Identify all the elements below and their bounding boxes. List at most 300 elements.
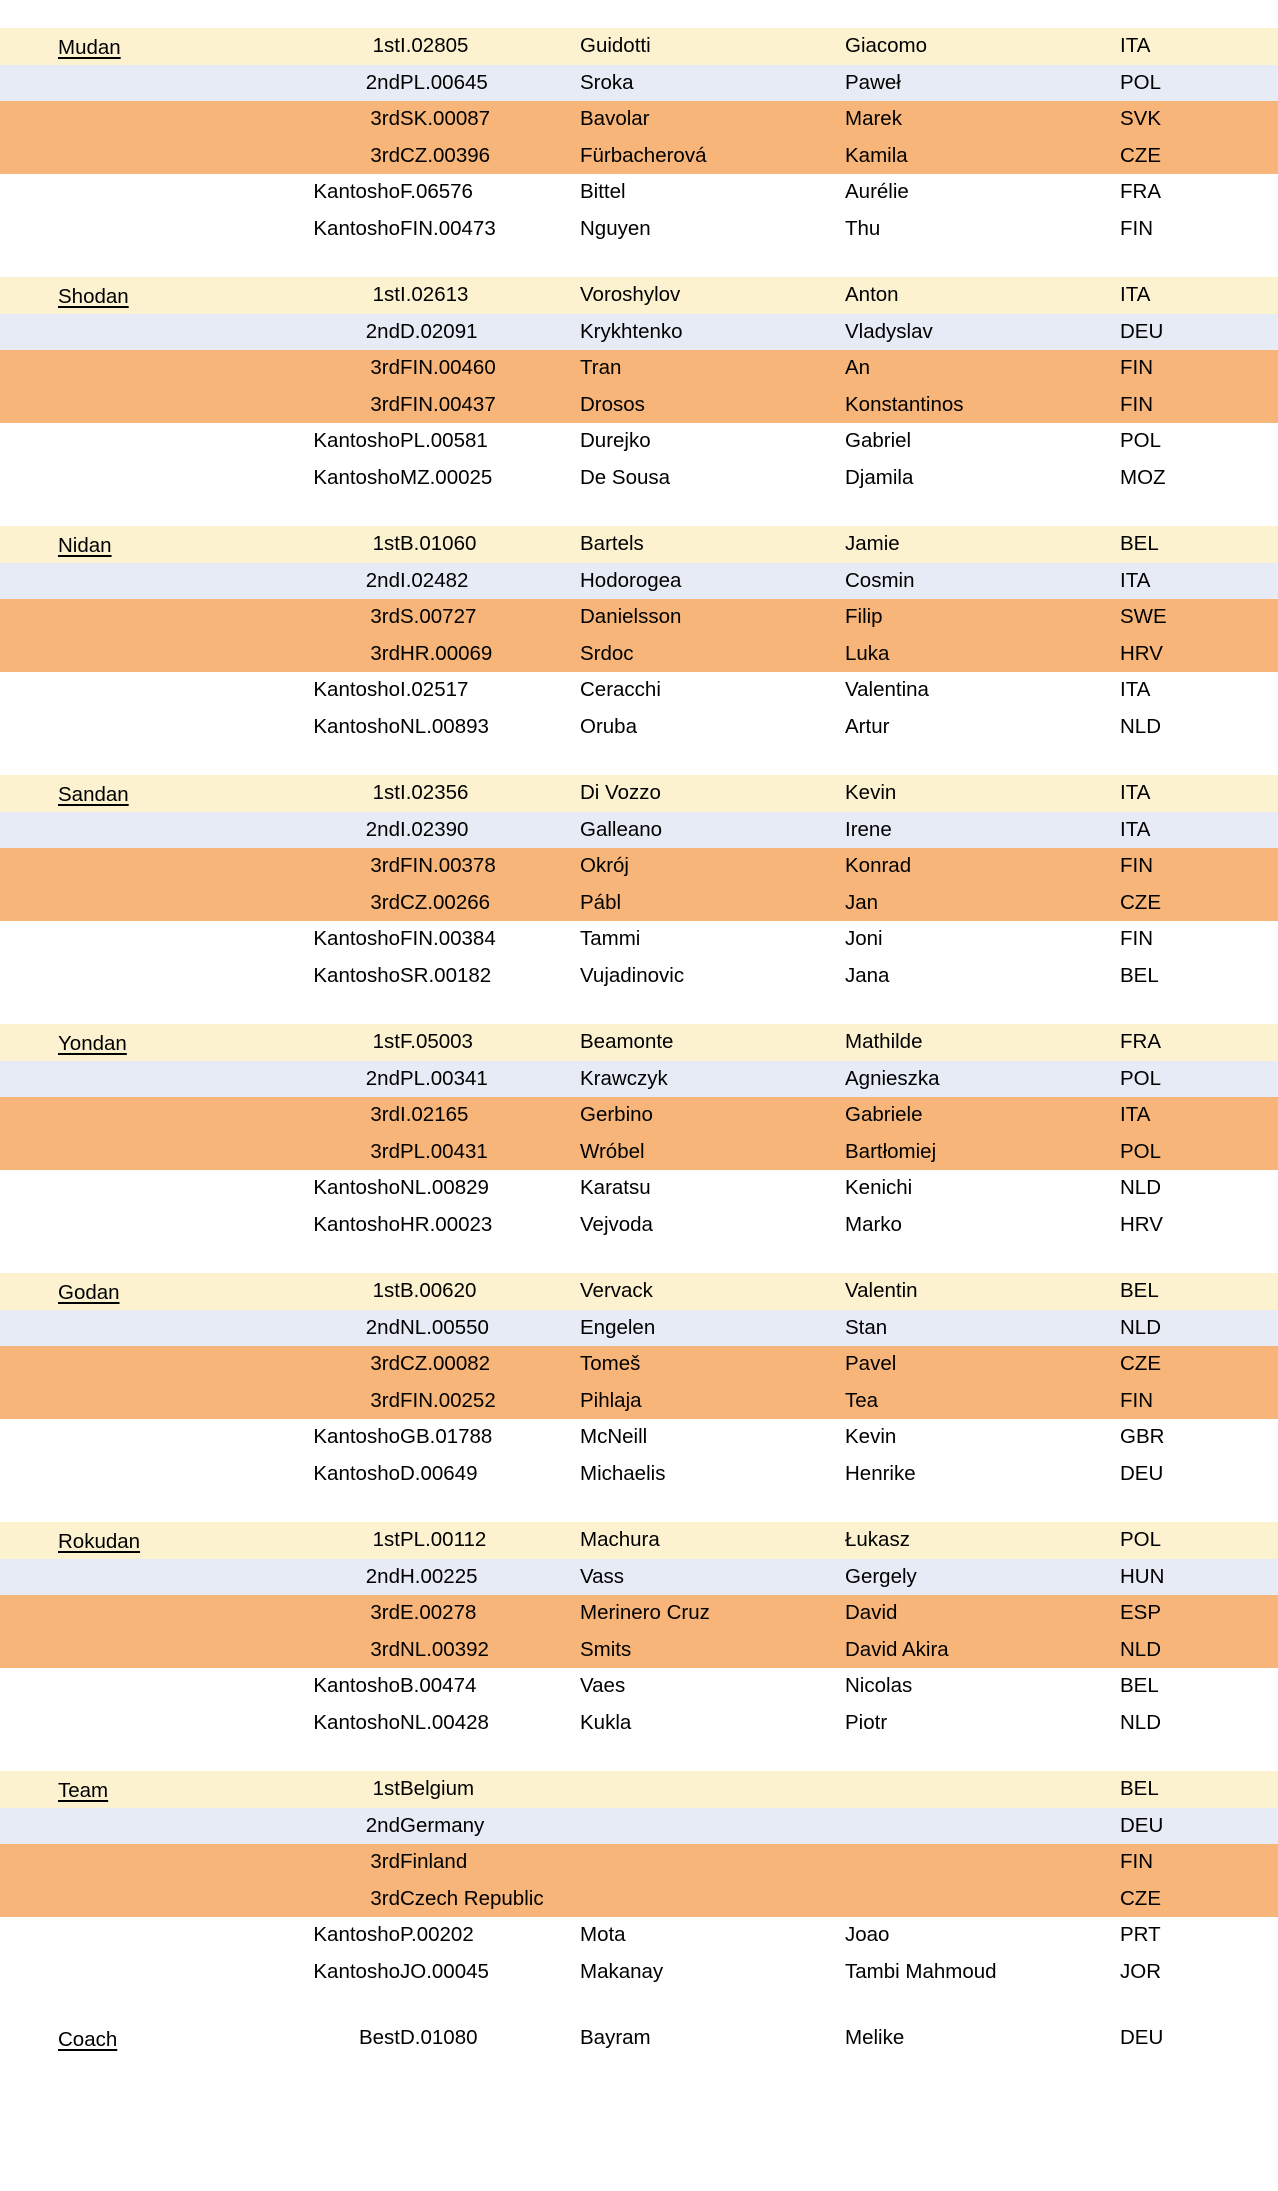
firstname-cell: Joao	[845, 1917, 1120, 1954]
country-cell: FIN	[1120, 848, 1278, 885]
country-cell: BEL	[1120, 1273, 1278, 1310]
results-table	[0, 1273, 1278, 1492]
id-cell: GB.01788	[400, 1419, 580, 1456]
rank-cell: 3rd	[0, 1134, 400, 1171]
table-row	[0, 1632, 1278, 1669]
country-cell: BEL	[1120, 1668, 1278, 1705]
id-cell: PL.00112	[400, 1522, 580, 1559]
id-cell: F.05003	[400, 1024, 580, 1061]
id-cell: JO.00045	[400, 1954, 580, 1991]
rank-cell: 2nd	[0, 1808, 400, 1845]
lastname-cell: Vaes	[580, 1668, 845, 1705]
country-cell: NLD	[1120, 1310, 1278, 1347]
table-row	[0, 1383, 1278, 1420]
lastname-cell: Bittel	[580, 174, 845, 211]
lastname-cell: Ceracchi	[580, 672, 845, 709]
country-cell: CZE	[1120, 1346, 1278, 1383]
lastname-cell: Gerbino	[580, 1097, 845, 1134]
firstname-cell: Vladyslav	[845, 314, 1120, 351]
lastname-cell: Tomeš	[580, 1346, 845, 1383]
id-cell: HR.00069	[400, 636, 580, 673]
lastname-cell	[580, 1881, 845, 1918]
lastname-cell: Hodorogea	[580, 563, 845, 600]
results-table	[0, 28, 1278, 247]
table-row	[0, 1310, 1278, 1347]
section-label: Rokudan	[58, 1530, 141, 1553]
firstname-cell: Gabriel	[845, 423, 1120, 460]
table-row	[0, 921, 1278, 958]
firstname-cell	[845, 1844, 1120, 1881]
table-row	[0, 1061, 1278, 1098]
id-cell: CZ.00266	[400, 885, 580, 922]
firstname-cell: Mathilde	[845, 1024, 1120, 1061]
id-cell: Finland	[400, 1844, 580, 1881]
lastname-cell: Engelen	[580, 1310, 845, 1347]
rank-cell: Kantosho	[0, 1917, 400, 1954]
results-table	[0, 277, 1278, 496]
rank-cell: Kantosho	[0, 1954, 400, 1991]
firstname-cell: Aurélie	[845, 174, 1120, 211]
table-row	[0, 387, 1278, 424]
firstname-cell: Joni	[845, 921, 1120, 958]
rank-cell: 1st	[0, 1024, 400, 1061]
lastname-cell: Tran	[580, 350, 845, 387]
table-row	[0, 1808, 1278, 1845]
country-cell: DEU	[1120, 1456, 1278, 1493]
table-row	[0, 1954, 1278, 1991]
table-row	[0, 599, 1278, 636]
lastname-cell: Oruba	[580, 709, 845, 746]
country-cell: FIN	[1120, 921, 1278, 958]
id-cell: FIN.00460	[400, 350, 580, 387]
lastname-cell: Galleano	[580, 812, 845, 849]
country-cell: FIN	[1120, 1844, 1278, 1881]
id-cell: I.02390	[400, 812, 580, 849]
firstname-cell: Kevin	[845, 1419, 1120, 1456]
lastname-cell: Okrój	[580, 848, 845, 885]
lastname-cell: Kukla	[580, 1705, 845, 1742]
firstname-cell: Valentin	[845, 1273, 1120, 1310]
country-cell: CZE	[1120, 885, 1278, 922]
id-cell: NL.00550	[400, 1310, 580, 1347]
country-cell: ITA	[1120, 28, 1278, 65]
country-cell: POL	[1120, 1522, 1278, 1559]
country-cell: FRA	[1120, 174, 1278, 211]
lastname-cell: Bavolar	[580, 101, 845, 138]
table-row	[0, 1024, 1278, 1061]
rank-cell: 2nd	[0, 314, 400, 351]
country-cell: NLD	[1120, 709, 1278, 746]
firstname-cell	[845, 1771, 1120, 1808]
firstname-cell: Luka	[845, 636, 1120, 673]
id-cell: FIN.00437	[400, 387, 580, 424]
rank-section	[0, 775, 1278, 994]
table-row	[0, 28, 1278, 65]
table-row	[0, 350, 1278, 387]
section-label: Yondan	[58, 1032, 127, 1055]
rank-cell: 3rd	[0, 1383, 400, 1420]
id-cell: FIN.00252	[400, 1383, 580, 1420]
lastname-cell: De Sousa	[580, 460, 845, 497]
lastname-cell: Merinero Cruz	[580, 1595, 845, 1632]
lastname-cell	[580, 1771, 845, 1808]
lastname-cell: Pábl	[580, 885, 845, 922]
lastname-cell: Durejko	[580, 423, 845, 460]
country-cell: GBR	[1120, 1419, 1278, 1456]
section-label: Coach	[58, 2028, 118, 2051]
id-cell: B.00620	[400, 1273, 580, 1310]
lastname-cell: Vervack	[580, 1273, 845, 1310]
firstname-cell: An	[845, 350, 1120, 387]
country-cell: NLD	[1120, 1705, 1278, 1742]
rank-section	[0, 1273, 1278, 1492]
firstname-cell: Gergely	[845, 1559, 1120, 1596]
table-row	[0, 211, 1278, 248]
table-row	[0, 885, 1278, 922]
firstname-cell: Artur	[845, 709, 1120, 746]
firstname-cell: Jana	[845, 958, 1120, 995]
rank-cell: 3rd	[0, 1881, 400, 1918]
country-cell: NLD	[1120, 1170, 1278, 1207]
rank-section	[0, 526, 1278, 745]
lastname-cell: Makanay	[580, 1954, 845, 1991]
firstname-cell: David Akira	[845, 1632, 1120, 1669]
id-cell: I.02517	[400, 672, 580, 709]
id-cell: FIN.00384	[400, 921, 580, 958]
table-row	[0, 1668, 1278, 1705]
id-cell: I.02165	[400, 1097, 580, 1134]
rank-cell: Kantosho	[0, 1419, 400, 1456]
rank-cell: 3rd	[0, 1844, 400, 1881]
country-cell: ITA	[1120, 563, 1278, 600]
firstname-cell: Tea	[845, 1383, 1120, 1420]
rank-cell: Kantosho	[0, 1170, 400, 1207]
rank-cell: 3rd	[0, 1097, 400, 1134]
country-cell: POL	[1120, 423, 1278, 460]
table-row	[0, 1844, 1278, 1881]
firstname-cell	[845, 1881, 1120, 1918]
rank-cell: 2nd	[0, 65, 400, 102]
table-row	[0, 1559, 1278, 1596]
results-table	[0, 775, 1278, 994]
country-cell: ITA	[1120, 672, 1278, 709]
country-cell: FIN	[1120, 211, 1278, 248]
id-cell: Czech Republic	[400, 1881, 580, 1918]
lastname-cell: Krawczyk	[580, 1061, 845, 1098]
rank-cell: 1st	[0, 28, 400, 65]
firstname-cell: Jan	[845, 885, 1120, 922]
lastname-cell: Sroka	[580, 65, 845, 102]
country-cell: SVK	[1120, 101, 1278, 138]
lastname-cell: Bayram	[580, 2020, 845, 2057]
table-row	[0, 1170, 1278, 1207]
results-table	[0, 1771, 1278, 1990]
rank-cell: Kantosho	[0, 958, 400, 995]
lastname-cell: Drosos	[580, 387, 845, 424]
lastname-cell: McNeill	[580, 1419, 845, 1456]
firstname-cell: Cosmin	[845, 563, 1120, 600]
rank-cell: 3rd	[0, 350, 400, 387]
table-row	[0, 526, 1278, 563]
lastname-cell: Michaelis	[580, 1456, 845, 1493]
rank-cell: 2nd	[0, 1310, 400, 1347]
lastname-cell: Vujadinovic	[580, 958, 845, 995]
rank-cell: Kantosho	[0, 672, 400, 709]
id-cell: NL.00392	[400, 1632, 580, 1669]
country-cell: FRA	[1120, 1024, 1278, 1061]
lastname-cell: Tammi	[580, 921, 845, 958]
table-row	[0, 775, 1278, 812]
rank-section	[0, 1771, 1278, 1990]
results-table	[0, 1024, 1278, 1243]
table-row	[0, 1595, 1278, 1632]
rank-cell: 3rd	[0, 101, 400, 138]
lastname-cell: Vejvoda	[580, 1207, 845, 1244]
rank-cell: 3rd	[0, 387, 400, 424]
lastname-cell: Srdoc	[580, 636, 845, 673]
firstname-cell: Valentina	[845, 672, 1120, 709]
section-label: Sandan	[58, 783, 129, 806]
id-cell: PL.00341	[400, 1061, 580, 1098]
firstname-cell: Bartłomiej	[845, 1134, 1120, 1171]
table-row	[0, 65, 1278, 102]
table-row	[0, 1522, 1278, 1559]
rank-cell: 1st	[0, 775, 400, 812]
firstname-cell: Melike	[845, 2020, 1120, 2057]
table-row	[0, 563, 1278, 600]
id-cell: D.00649	[400, 1456, 580, 1493]
id-cell: Belgium	[400, 1771, 580, 1808]
country-cell: ITA	[1120, 277, 1278, 314]
rank-cell: 2nd	[0, 1061, 400, 1098]
firstname-cell: Paweł	[845, 65, 1120, 102]
table-row	[0, 1207, 1278, 1244]
country-cell: HRV	[1120, 636, 1278, 673]
rank-cell: 1st	[0, 526, 400, 563]
lastname-cell: Karatsu	[580, 1170, 845, 1207]
country-cell: POL	[1120, 1061, 1278, 1098]
id-cell: P.00202	[400, 1917, 580, 1954]
rank-cell: 1st	[0, 1522, 400, 1559]
table-row	[0, 1456, 1278, 1493]
id-cell: NL.00428	[400, 1705, 580, 1742]
table-row	[0, 958, 1278, 995]
table-row	[0, 314, 1278, 351]
rank-cell: Kantosho	[0, 174, 400, 211]
firstname-cell: Konstantinos	[845, 387, 1120, 424]
table-row	[0, 1134, 1278, 1171]
country-cell: ESP	[1120, 1595, 1278, 1632]
id-cell: SK.00087	[400, 101, 580, 138]
rank-cell: Kantosho	[0, 1705, 400, 1742]
country-cell: CZE	[1120, 1881, 1278, 1918]
country-cell: MOZ	[1120, 460, 1278, 497]
lastname-cell: Guidotti	[580, 28, 845, 65]
rank-cell: Kantosho	[0, 423, 400, 460]
rank-section	[0, 277, 1278, 496]
rank-cell: 3rd	[0, 1632, 400, 1669]
lastname-cell: Wróbel	[580, 1134, 845, 1171]
lastname-cell: Beamonte	[580, 1024, 845, 1061]
firstname-cell: Konrad	[845, 848, 1120, 885]
table-row	[0, 636, 1278, 673]
id-cell: NL.00829	[400, 1170, 580, 1207]
country-cell: ITA	[1120, 775, 1278, 812]
rank-cell: 3rd	[0, 599, 400, 636]
country-cell: DEU	[1120, 314, 1278, 351]
results-table	[0, 1522, 1278, 1741]
table-row	[0, 1771, 1278, 1808]
lastname-cell: Fürbacherová	[580, 138, 845, 175]
firstname-cell: Nicolas	[845, 1668, 1120, 1705]
id-cell: H.00225	[400, 1559, 580, 1596]
firstname-cell: Filip	[845, 599, 1120, 636]
rank-section	[0, 1522, 1278, 1741]
rank-cell: 3rd	[0, 138, 400, 175]
table-row	[0, 1705, 1278, 1742]
rank-cell: Best	[0, 2020, 400, 2057]
country-cell: FIN	[1120, 1383, 1278, 1420]
country-cell: POL	[1120, 1134, 1278, 1171]
country-cell: PRT	[1120, 1917, 1278, 1954]
rank-cell: 2nd	[0, 812, 400, 849]
id-cell: I.02805	[400, 28, 580, 65]
lastname-cell: Vass	[580, 1559, 845, 1596]
firstname-cell: Łukasz	[845, 1522, 1120, 1559]
lastname-cell	[580, 1808, 845, 1845]
rank-cell: 3rd	[0, 848, 400, 885]
country-cell: FIN	[1120, 350, 1278, 387]
country-cell: HRV	[1120, 1207, 1278, 1244]
lastname-cell: Krykhtenko	[580, 314, 845, 351]
rank-cell: 3rd	[0, 1595, 400, 1632]
rank-section	[0, 1024, 1278, 1243]
id-cell: PL.00431	[400, 1134, 580, 1171]
country-cell: HUN	[1120, 1559, 1278, 1596]
country-cell: POL	[1120, 65, 1278, 102]
firstname-cell: Piotr	[845, 1705, 1120, 1742]
table-row	[0, 672, 1278, 709]
id-cell: D.01080	[400, 2020, 580, 2057]
country-cell: DEU	[1120, 1808, 1278, 1845]
id-cell: S.00727	[400, 599, 580, 636]
table-row	[0, 460, 1278, 497]
section-label: Shodan	[58, 285, 129, 308]
id-cell: I.02613	[400, 277, 580, 314]
section-label: Nidan	[58, 534, 112, 557]
rank-cell: 3rd	[0, 1346, 400, 1383]
id-cell: FIN.00473	[400, 211, 580, 248]
lastname-cell: Di Vozzo	[580, 775, 845, 812]
firstname-cell: Anton	[845, 277, 1120, 314]
firstname-cell: Stan	[845, 1310, 1120, 1347]
firstname-cell: Kevin	[845, 775, 1120, 812]
table-row	[0, 2020, 1278, 2057]
section-label: Mudan	[58, 36, 121, 59]
firstname-cell: Marko	[845, 1207, 1120, 1244]
table-row	[0, 174, 1278, 211]
firstname-cell	[845, 1808, 1120, 1845]
country-cell: ITA	[1120, 1097, 1278, 1134]
firstname-cell: Tambi Mahmoud	[845, 1954, 1120, 1991]
country-cell: BEL	[1120, 958, 1278, 995]
id-cell: PL.00581	[400, 423, 580, 460]
rank-cell: Kantosho	[0, 1456, 400, 1493]
id-cell: SR.00182	[400, 958, 580, 995]
results-table	[0, 526, 1278, 745]
firstname-cell: Henrike	[845, 1456, 1120, 1493]
id-cell: CZ.00396	[400, 138, 580, 175]
firstname-cell: Thu	[845, 211, 1120, 248]
table-row	[0, 1881, 1278, 1918]
rank-cell: Kantosho	[0, 709, 400, 746]
id-cell: E.00278	[400, 1595, 580, 1632]
id-cell: HR.00023	[400, 1207, 580, 1244]
country-cell: ITA	[1120, 812, 1278, 849]
rank-section	[0, 2020, 1278, 2057]
rank-cell: 2nd	[0, 1559, 400, 1596]
firstname-cell: Giacomo	[845, 28, 1120, 65]
firstname-cell: Irene	[845, 812, 1120, 849]
id-cell: CZ.00082	[400, 1346, 580, 1383]
table-row	[0, 709, 1278, 746]
id-cell: Germany	[400, 1808, 580, 1845]
firstname-cell: Gabriele	[845, 1097, 1120, 1134]
firstname-cell: Jamie	[845, 526, 1120, 563]
section-label: Team	[58, 1779, 109, 1802]
id-cell: NL.00893	[400, 709, 580, 746]
lastname-cell: Nguyen	[580, 211, 845, 248]
country-cell: NLD	[1120, 1632, 1278, 1669]
firstname-cell: Pavel	[845, 1346, 1120, 1383]
id-cell: D.02091	[400, 314, 580, 351]
rank-cell: 3rd	[0, 636, 400, 673]
table-row	[0, 138, 1278, 175]
id-cell: PL.00645	[400, 65, 580, 102]
country-cell: FIN	[1120, 387, 1278, 424]
table-row	[0, 848, 1278, 885]
lastname-cell: Mota	[580, 1917, 845, 1954]
id-cell: F.06576	[400, 174, 580, 211]
table-row	[0, 1273, 1278, 1310]
rank-cell: 1st	[0, 1771, 400, 1808]
firstname-cell: Kenichi	[845, 1170, 1120, 1207]
rank-cell: Kantosho	[0, 1207, 400, 1244]
table-row	[0, 1346, 1278, 1383]
country-cell: BEL	[1120, 526, 1278, 563]
table-row	[0, 277, 1278, 314]
country-cell: JOR	[1120, 1954, 1278, 1991]
country-cell: SWE	[1120, 599, 1278, 636]
id-cell: MZ.00025	[400, 460, 580, 497]
firstname-cell: Agnieszka	[845, 1061, 1120, 1098]
id-cell: I.02356	[400, 775, 580, 812]
rank-section	[0, 28, 1278, 247]
rank-cell: Kantosho	[0, 460, 400, 497]
rank-cell: 2nd	[0, 563, 400, 600]
table-row	[0, 423, 1278, 460]
id-cell: B.01060	[400, 526, 580, 563]
rank-cell: 1st	[0, 1273, 400, 1310]
results-table	[0, 2020, 1278, 2057]
id-cell: B.00474	[400, 1668, 580, 1705]
sections-container	[0, 28, 1278, 2057]
country-cell: CZE	[1120, 138, 1278, 175]
lastname-cell: Smits	[580, 1632, 845, 1669]
table-row	[0, 1419, 1278, 1456]
lastname-cell	[580, 1844, 845, 1881]
lastname-cell: Danielsson	[580, 599, 845, 636]
